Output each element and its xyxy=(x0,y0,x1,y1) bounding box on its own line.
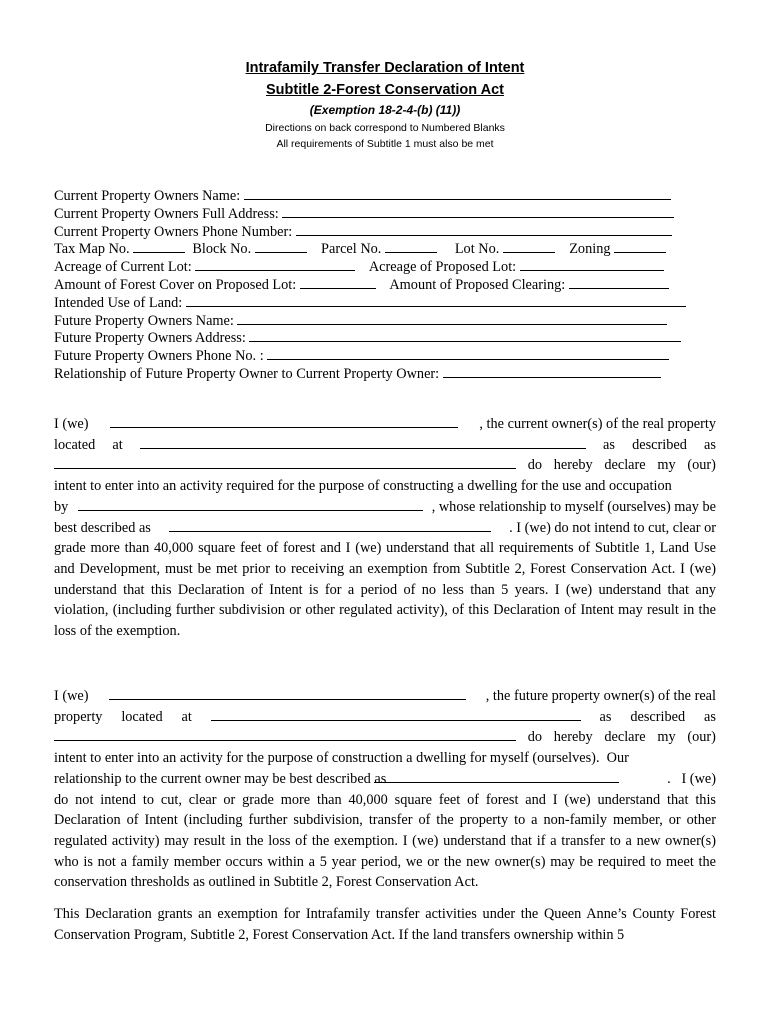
property-location-blank[interactable] xyxy=(140,435,586,449)
text-fragment: as xyxy=(599,708,612,725)
owner-address-blank[interactable] xyxy=(282,204,674,218)
future-name-row xyxy=(54,311,704,329)
exemption-reference: (Exemption 18-2-4-(b) (11)) xyxy=(309,103,461,117)
text-fragment: declare xyxy=(604,457,646,474)
text-fragment: at xyxy=(112,436,123,453)
declaration-line xyxy=(54,707,716,728)
text-fragment: located xyxy=(54,436,96,453)
future-phone-blank[interactable] xyxy=(267,346,669,360)
acreage-proposed-label: Acreage of Proposed Lot: xyxy=(368,259,517,276)
text-fragment: do xyxy=(527,729,543,746)
owner-name-label: Current Property Owners Name: xyxy=(54,188,241,204)
forest-cover-blank[interactable] xyxy=(300,275,376,289)
document-title: Intrafamily Transfer Declaration of Intent xyxy=(245,60,525,76)
acreage-current-label: Acreage of Current Lot: xyxy=(54,259,192,276)
declaration-line xyxy=(54,686,716,707)
text-fragment: my xyxy=(657,457,676,474)
declaration-line xyxy=(54,769,716,790)
relationship-blank[interactable] xyxy=(443,364,661,378)
lot-blank[interactable] xyxy=(503,239,555,253)
proposed-clearing-blank[interactable] xyxy=(569,275,669,289)
declaration-line xyxy=(54,435,716,456)
tax-map-blank[interactable] xyxy=(133,239,185,253)
future-address-blank[interactable] xyxy=(249,328,681,342)
declaration-line xyxy=(54,497,716,518)
text-fragment: as xyxy=(704,436,716,453)
declaration-body: grade more than 40,000 square feet of forest and I (we) understand that all requirements of Subtitle 1, Land Use and Development, must be met prior to receiving an exemption from Subtitle 2, Forest Conservation Act. I (we) understand that this Declaration of Intent is for a period of no less than 5 years. I (we) understand that any violation, (including further subdivision or other regulated activity), of this Declaration of Intent may result in the loss of the exemption. xyxy=(54,540,716,640)
future-owner-declaration xyxy=(54,686,716,893)
acreage-current-blank[interactable] xyxy=(195,257,355,271)
owner-name-blank[interactable] xyxy=(244,186,671,200)
lot-label: Lot No. xyxy=(454,241,500,258)
text-fragment: . I (we) xyxy=(667,770,716,787)
text-fragment: as xyxy=(704,708,716,725)
future-name-label: Future Property Owners Name: xyxy=(54,312,234,329)
future-address-label: Future Property Owners Address: xyxy=(54,330,246,347)
relationship-row xyxy=(54,364,704,382)
intended-use-row xyxy=(54,293,704,311)
future-address-row xyxy=(54,328,704,346)
occupant-name-blank[interactable] xyxy=(78,497,423,511)
declaration-line xyxy=(54,727,716,748)
text-fragment: best described as xyxy=(54,519,151,536)
owner-address-label: Current Property Owners Full Address: xyxy=(54,205,279,222)
text-fragment: hereby xyxy=(553,729,593,746)
future-phone-label: Future Property Owners Phone No. : xyxy=(54,348,264,365)
text-fragment: by xyxy=(54,498,69,515)
declaration-line xyxy=(54,518,716,539)
intended-use-label: Intended Use of Land: xyxy=(54,294,183,311)
text-fragment: located xyxy=(121,708,163,725)
block-blank[interactable] xyxy=(255,239,307,253)
declaration-line xyxy=(54,414,716,435)
current-owner-declaration xyxy=(54,414,716,642)
text-fragment: intent to enter into an activity required for the purpose of constructing a dwelling for the use and occupation xyxy=(54,478,672,495)
text-fragment: , whose relationship to myself (ourselves) may be xyxy=(431,498,716,515)
exemption-statement: This Declaration grants an exemption for Intrafamily transfer activities under the Queen Anne’s County Forest Conservation Program, Subtitle 2, Forest Conservation Act. If the land transfers ownership within 5 xyxy=(54,906,716,943)
text-fragment: relationship to the current owner may be best described as xyxy=(54,770,387,787)
tax-map-label: Tax Map No. xyxy=(54,241,130,258)
text-fragment: . I (we) do not intend to cut, clear or xyxy=(509,519,716,536)
parcel-blank[interactable] xyxy=(385,239,437,253)
text-fragment: described xyxy=(632,436,687,453)
text-fragment: (our) xyxy=(687,729,716,746)
zoning-blank[interactable] xyxy=(614,239,666,253)
text-fragment: as xyxy=(603,436,615,453)
current-owner-name-blank[interactable] xyxy=(110,414,458,428)
parcel-ids-row xyxy=(54,239,704,257)
future-property-location-blank[interactable] xyxy=(211,707,581,721)
proposed-clearing-label: Amount of Proposed Clearing: xyxy=(389,276,566,293)
future-phone-row xyxy=(54,346,704,364)
text-fragment: I (we) xyxy=(54,416,89,432)
owner-phone-row xyxy=(54,222,704,240)
owner-phone-label: Current Property Owners Phone Number: xyxy=(54,223,293,240)
parcel-label: Parcel No. xyxy=(321,241,382,258)
forest-cover-label: Amount of Forest Cover on Proposed Lot: xyxy=(54,276,297,293)
text-fragment: intent to enter into an activity for the purpose of construction a dwelling for myself (ourselves). Our xyxy=(54,750,629,767)
declaration-body: do not intend to cut, clear or grade more than 40,000 square feet of forest and I (we) understand that this Declaration of Intent (including further subdivision, transfer of the property to a non-family member, or other regulated activity) may result in the loss of the exemption. I (we) understand that if a transfer to a new owner(s) who is not a family member occurs within a 5 year period, we or the new owner(s) may be required to meet the conservation thresholds as outlined in Subtitle 2, Forest Conservation Act. xyxy=(54,791,716,891)
text-fragment: I (we) xyxy=(54,688,89,704)
text-fragment: described xyxy=(630,708,686,725)
property-description-blank[interactable] xyxy=(54,455,516,469)
forest-cover-row xyxy=(54,275,704,293)
owner-address-row xyxy=(54,204,704,222)
property-fields-section xyxy=(54,186,704,382)
acreage-proposed-blank[interactable] xyxy=(520,257,664,271)
text-fragment: property xyxy=(54,708,103,725)
text-fragment: my xyxy=(657,729,676,746)
document-subtitle: Subtitle 2-Forest Conservation Act xyxy=(266,82,504,98)
text-fragment: declare xyxy=(604,729,646,746)
owner-phone-blank[interactable] xyxy=(296,222,672,236)
text-fragment: at xyxy=(181,708,192,725)
block-label: Block No. xyxy=(192,241,252,258)
declaration-line xyxy=(54,455,716,476)
text-fragment: (our) xyxy=(687,457,716,474)
owner-name-row xyxy=(54,186,704,204)
future-name-blank[interactable] xyxy=(237,311,667,325)
future-owner-name-blank[interactable] xyxy=(109,686,466,700)
relationship-description-blank[interactable] xyxy=(169,518,491,532)
intended-use-blank[interactable] xyxy=(186,293,686,307)
declaration-line xyxy=(54,476,716,497)
text-fragment: do xyxy=(527,457,543,474)
acreage-row xyxy=(54,257,704,275)
text-fragment: hereby xyxy=(553,457,593,474)
declaration-line xyxy=(54,748,716,769)
zoning-label: Zoning xyxy=(569,241,611,258)
requirements-note: All requirements of Subtitle 1 must also be met xyxy=(276,138,494,150)
relationship-label: Relationship of Future Property Owner to Current Property Owner: xyxy=(54,365,440,382)
future-property-description-blank[interactable] xyxy=(54,727,516,741)
future-relationship-blank[interactable] xyxy=(374,769,619,783)
text-fragment: , the current owner(s) of the real property xyxy=(479,416,716,432)
text-fragment: , the future property owner(s) of the real xyxy=(485,688,716,704)
directions-note: Directions on back correspond to Numbered Blanks xyxy=(265,122,505,134)
